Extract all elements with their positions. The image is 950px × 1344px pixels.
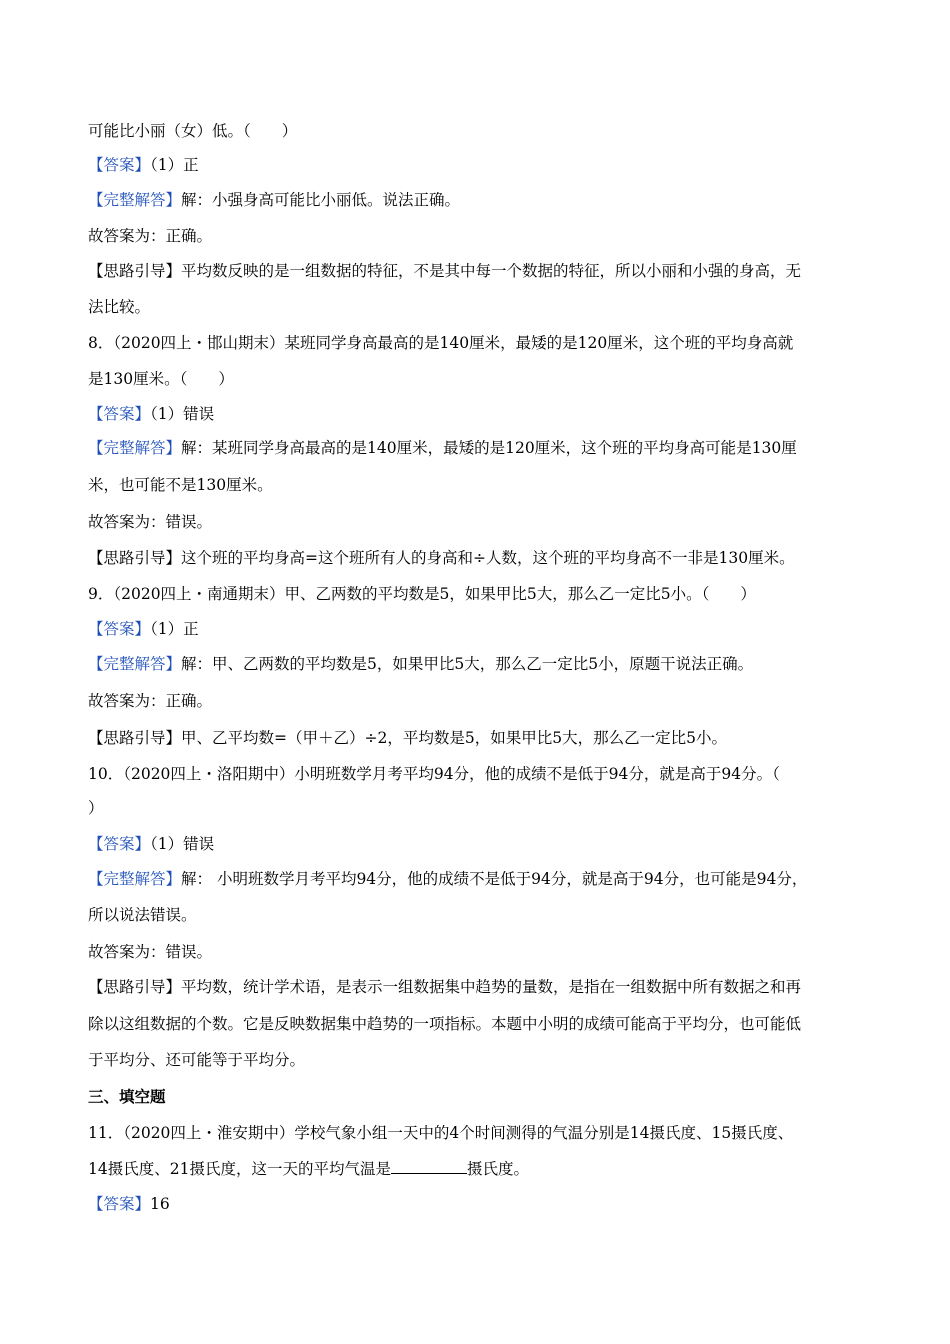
q11-question-cont: 14摄氏度、21摄氏度，这一天的平均气温是 摄氏度。 [88,1160,529,1178]
q9-tip: 【思路引导】甲、乙平均数=（甲＋乙）÷2，平均数是5，如果甲比5大，那么乙一定比5小。 [88,729,727,747]
answer-label: 【答案】 [88,405,151,423]
q11-answer: 【答案】16 [88,1195,170,1213]
q10-tip-cont: 除以这组数据的个数。它是反映数据集中趋势的一项指标。本题中小明的成绩可能高于平均分，也可能低 [88,1015,802,1033]
answer-label: 【答案】 [88,620,151,638]
tip-label: 【思路引导】 [88,729,182,747]
answer-blank [391,1159,467,1174]
solution-label: 【完整解答】 [88,870,182,888]
q9-question: 9．（2020四上・南通期末）甲、乙两数的平均数是5，如果甲比5大，那么乙一定比5小。（ ） [88,585,756,603]
q8-answer: 【答案】（1）错误 [88,405,215,423]
q8-solution-cont: 米，也可能不是130厘米。 [88,476,273,494]
tip-label: 【思路引导】 [88,262,182,280]
solution-label: 【完整解答】 [88,655,182,673]
q8-final: 故答案为：错误。 [88,513,213,531]
q8-question-cont: 是130厘米。（ ） [88,370,234,388]
answer-label: 【答案】 [88,156,151,174]
section-heading: 三、填空题 [88,1087,166,1106]
answer-label: 【答案】 [88,835,151,853]
q7-answer: 【答案】（1）正 [88,156,199,174]
q8-tip: 【思路引导】这个班的平均身高=这个班所有人的身高和÷人数，这个班的平均身高不一非是130厘米。 [88,549,795,567]
q9-solution: 【完整解答】解：甲、乙两数的平均数是5，如果甲比5大，那么乙一定比5小，原题干说法正确。 [88,655,754,673]
q10-question: 10．（2020四上・洛阳期中）小明班数学月考平均94分，他的成绩不是低于94分，就是高于94分。（ [88,765,780,783]
q8-solution: 【完整解答】解：某班同学身高最高的是140厘米，最矮的是120厘米，这个班的平均身高可能是130厘 [88,439,797,457]
tip-label: 【思路引导】 [88,549,182,567]
tip-label: 【思路引导】 [88,978,182,996]
q9-answer: 【答案】（1）正 [88,620,199,638]
answer-label: 【答案】 [88,1195,151,1213]
solution-label: 【完整解答】 [88,439,182,457]
q9-final: 故答案为：正确。 [88,692,213,710]
q10-answer: 【答案】（1）错误 [88,835,215,853]
q7-final: 故答案为：正确。 [88,227,213,245]
solution-label: 【完整解答】 [88,191,182,209]
q7-question-tail: 可能比小丽（女）低。（ ） [88,122,298,140]
q10-final: 故答案为：错误。 [88,943,213,961]
q10-solution: 【完整解答】解： 小明班数学月考平均94分，他的成绩不是低于94分，就是高于94分，也可能是94分， [88,870,808,888]
q8-question: 8．（2020四上・邯山期末）某班同学身高最高的是140厘米，最矮的是120厘米，这个班的平均身高就 [88,334,794,352]
q10-tip: 【思路引导】平均数，统计学术语，是表示一组数据集中趋势的量数，是指在一组数据中所有数据之和再 [88,978,802,996]
q11-question: 11．（2020四上・淮安期中）学校气象小组一天中的4个时间测得的气温分别是14摄氏度、15摄氏度、 [88,1124,794,1142]
q10-tip-cont-2: 于平均分、还可能等于平均分。 [88,1051,306,1069]
q10-solution-cont: 所以说法错误。 [88,906,197,924]
q7-tip-cont: 法比较。 [88,298,151,316]
q7-tip: 【思路引导】平均数反映的是一组数据的特征，不是其中每一个数据的特征，所以小丽和小强的身高，无 [88,262,802,280]
q10-question-cont: ） [88,799,104,817]
q7-solution: 【完整解答】解：小强身高可能比小丽低。说法正确。 [88,191,461,209]
